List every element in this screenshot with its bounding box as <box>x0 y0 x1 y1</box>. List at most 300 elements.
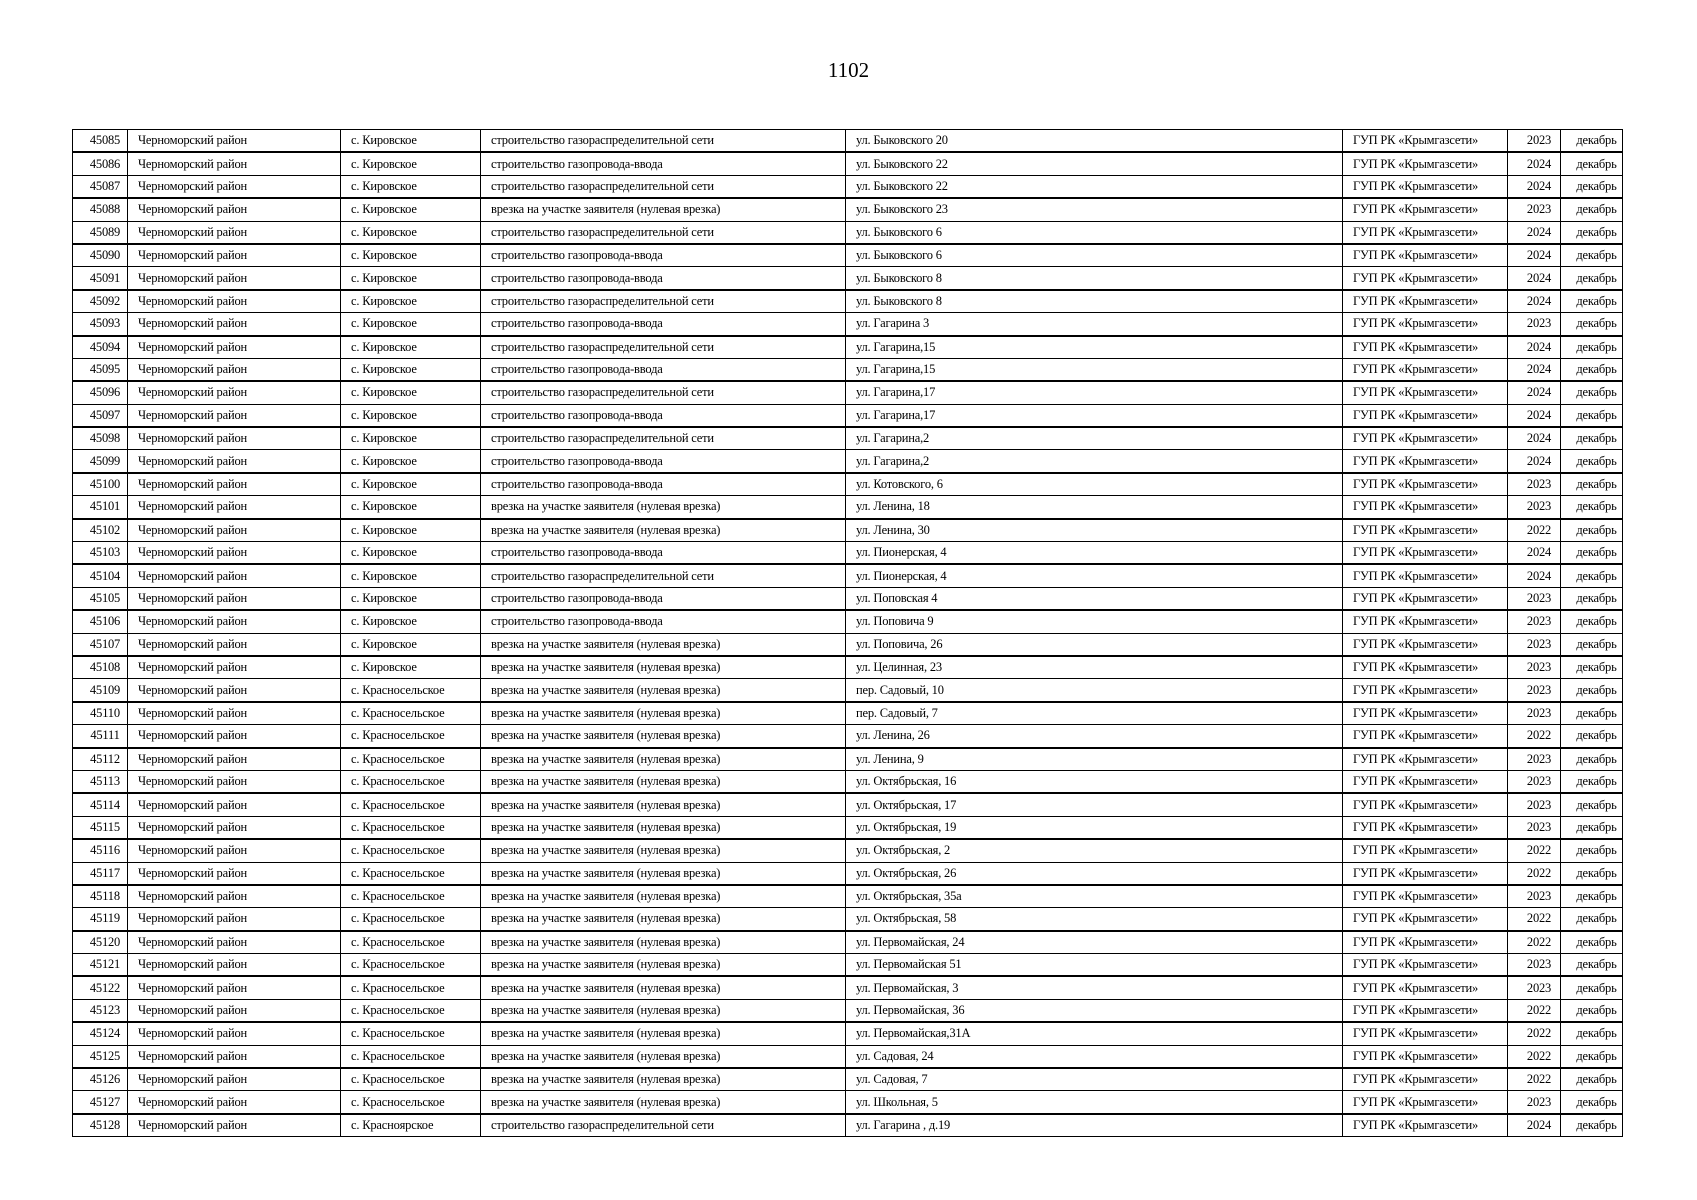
month-cell: декабрь <box>1561 976 1623 999</box>
settlement-cell: с. Кировское <box>341 610 481 633</box>
record-id-cell: 45124 <box>73 1022 128 1045</box>
address-cell: ул. Пионерская, 4 <box>846 542 1343 565</box>
month-cell: декабрь <box>1561 381 1623 404</box>
record-id-cell: 45112 <box>73 748 128 771</box>
district-cell: Черноморский район <box>128 198 341 221</box>
organization-cell: ГУП РК «Крымгазсети» <box>1343 198 1508 221</box>
table-row <box>73 175 1623 198</box>
district-cell: Черноморский район <box>128 175 341 198</box>
year-cell: 2024 <box>1508 358 1561 381</box>
registry-table <box>72 129 1623 1137</box>
district-cell: Черноморский район <box>128 496 341 519</box>
settlement-cell: с. Красносельское <box>341 885 481 908</box>
month-cell: декабрь <box>1561 587 1623 610</box>
work-type-cell: строительство газораспределительной сети <box>481 290 846 313</box>
district-cell: Черноморский район <box>128 404 341 427</box>
month-cell: декабрь <box>1561 336 1623 359</box>
year-cell: 2024 <box>1508 244 1561 267</box>
address-cell: ул. Гагарина , д.19 <box>846 1114 1343 1137</box>
organization-cell: ГУП РК «Крымгазсети» <box>1343 931 1508 954</box>
record-id-cell: 45096 <box>73 381 128 404</box>
month-cell: декабрь <box>1561 175 1623 198</box>
settlement-cell: с. Красносельское <box>341 976 481 999</box>
record-id-cell: 45111 <box>73 725 128 748</box>
settlement-cell: с. Кировское <box>341 267 481 290</box>
table-row <box>73 931 1623 954</box>
district-cell: Черноморский район <box>128 1114 341 1137</box>
record-id-cell: 45128 <box>73 1114 128 1137</box>
table-row <box>73 496 1623 519</box>
organization-cell: ГУП РК «Крымгазсети» <box>1343 885 1508 908</box>
organization-cell: ГУП РК «Крымгазсети» <box>1343 679 1508 702</box>
work-type-cell: врезка на участке заявителя (нулевая врезка) <box>481 679 846 702</box>
district-cell: Черноморский район <box>128 244 341 267</box>
record-id-cell: 45103 <box>73 542 128 565</box>
table-row <box>73 816 1623 839</box>
month-cell: декабрь <box>1561 1045 1623 1068</box>
work-type-cell: врезка на участке заявителя (нулевая врезка) <box>481 1091 846 1114</box>
address-cell: ул. Целинная, 23 <box>846 656 1343 679</box>
organization-cell: ГУП РК «Крымгазсети» <box>1343 816 1508 839</box>
table-row <box>73 358 1623 381</box>
district-cell: Черноморский район <box>128 290 341 313</box>
year-cell: 2023 <box>1508 793 1561 816</box>
month-cell: декабрь <box>1561 999 1623 1022</box>
organization-cell: ГУП РК «Крымгазсети» <box>1343 221 1508 244</box>
address-cell: ул. Быковского 8 <box>846 267 1343 290</box>
district-cell: Черноморский район <box>128 954 341 977</box>
address-cell: ул. Быковского 6 <box>846 221 1343 244</box>
address-cell: ул. Первомайская, 36 <box>846 999 1343 1022</box>
month-cell: декабрь <box>1561 679 1623 702</box>
year-cell: 2023 <box>1508 816 1561 839</box>
organization-cell: ГУП РК «Крымгазсети» <box>1343 519 1508 542</box>
table-row <box>73 1045 1623 1068</box>
record-id-cell: 45114 <box>73 793 128 816</box>
month-cell: декабрь <box>1561 1068 1623 1091</box>
organization-cell: ГУП РК «Крымгазсети» <box>1343 976 1508 999</box>
district-cell: Черноморский район <box>128 633 341 656</box>
year-cell: 2023 <box>1508 587 1561 610</box>
month-cell: декабрь <box>1561 1022 1623 1045</box>
record-id-cell: 45102 <box>73 519 128 542</box>
registry-body <box>73 130 1623 1137</box>
month-cell: декабрь <box>1561 748 1623 771</box>
settlement-cell: с. Кировское <box>341 473 481 496</box>
address-cell: ул. Быковского 22 <box>846 152 1343 175</box>
address-cell: ул. Котовского, 6 <box>846 473 1343 496</box>
record-id-cell: 45100 <box>73 473 128 496</box>
record-id-cell: 45095 <box>73 358 128 381</box>
month-cell: декабрь <box>1561 862 1623 885</box>
table-row <box>73 198 1623 221</box>
table-row <box>73 793 1623 816</box>
address-cell: ул. Гагарина,2 <box>846 450 1343 473</box>
table-row <box>73 152 1623 175</box>
year-cell: 2023 <box>1508 885 1561 908</box>
table-row <box>73 221 1623 244</box>
month-cell: декабрь <box>1561 1091 1623 1114</box>
record-id-cell: 45097 <box>73 404 128 427</box>
work-type-cell: строительство газораспределительной сети <box>481 564 846 587</box>
year-cell: 2024 <box>1508 427 1561 450</box>
work-type-cell: строительство газораспределительной сети <box>481 221 846 244</box>
work-type-cell: врезка на участке заявителя (нулевая врезка) <box>481 931 846 954</box>
district-cell: Черноморский район <box>128 816 341 839</box>
settlement-cell: с. Кировское <box>341 152 481 175</box>
year-cell: 2024 <box>1508 175 1561 198</box>
table-row <box>73 885 1623 908</box>
work-type-cell: врезка на участке заявителя (нулевая врезка) <box>481 976 846 999</box>
record-id-cell: 45119 <box>73 908 128 931</box>
settlement-cell: с. Красносельское <box>341 770 481 793</box>
record-id-cell: 45090 <box>73 244 128 267</box>
address-cell: ул. Октябрьская, 58 <box>846 908 1343 931</box>
year-cell: 2024 <box>1508 542 1561 565</box>
year-cell: 2022 <box>1508 1068 1561 1091</box>
table-row <box>73 725 1623 748</box>
settlement-cell: с. Красносельское <box>341 725 481 748</box>
address-cell: ул. Ленина, 18 <box>846 496 1343 519</box>
table-row <box>73 1022 1623 1045</box>
month-cell: декабрь <box>1561 519 1623 542</box>
organization-cell: ГУП РК «Крымгазсети» <box>1343 656 1508 679</box>
settlement-cell: с. Кировское <box>341 450 481 473</box>
year-cell: 2024 <box>1508 267 1561 290</box>
district-cell: Черноморский район <box>128 679 341 702</box>
district-cell: Черноморский район <box>128 221 341 244</box>
year-cell: 2023 <box>1508 473 1561 496</box>
district-cell: Черноморский район <box>128 862 341 885</box>
address-cell: ул. Первомайская 51 <box>846 954 1343 977</box>
month-cell: декабрь <box>1561 816 1623 839</box>
address-cell: ул. Гагарина 3 <box>846 313 1343 336</box>
month-cell: декабрь <box>1561 725 1623 748</box>
address-cell: ул. Школьная, 5 <box>846 1091 1343 1114</box>
organization-cell: ГУП РК «Крымгазсети» <box>1343 175 1508 198</box>
address-cell: ул. Ленина, 26 <box>846 725 1343 748</box>
address-cell: ул. Октябрьская, 26 <box>846 862 1343 885</box>
table-row <box>73 450 1623 473</box>
organization-cell: ГУП РК «Крымгазсети» <box>1343 130 1508 153</box>
work-type-cell: строительство газораспределительной сети <box>481 336 846 359</box>
organization-cell: ГУП РК «Крымгазсети» <box>1343 1068 1508 1091</box>
organization-cell: ГУП РК «Крымгазсети» <box>1343 1022 1508 1045</box>
address-cell: ул. Гагарина,17 <box>846 404 1343 427</box>
year-cell: 2024 <box>1508 1114 1561 1137</box>
month-cell: декабрь <box>1561 839 1623 862</box>
table-row <box>73 1114 1623 1137</box>
record-id-cell: 45091 <box>73 267 128 290</box>
organization-cell: ГУП РК «Крымгазсети» <box>1343 564 1508 587</box>
table-row <box>73 770 1623 793</box>
year-cell: 2023 <box>1508 633 1561 656</box>
work-type-cell: строительство газопровода-ввода <box>481 450 846 473</box>
record-id-cell: 45113 <box>73 770 128 793</box>
year-cell: 2023 <box>1508 496 1561 519</box>
settlement-cell: с. Кировское <box>341 244 481 267</box>
record-id-cell: 45085 <box>73 130 128 153</box>
record-id-cell: 45089 <box>73 221 128 244</box>
month-cell: декабрь <box>1561 542 1623 565</box>
year-cell: 2024 <box>1508 564 1561 587</box>
table-row <box>73 313 1623 336</box>
organization-cell: ГУП РК «Крымгазсети» <box>1343 954 1508 977</box>
district-cell: Черноморский район <box>128 564 341 587</box>
year-cell: 2024 <box>1508 290 1561 313</box>
settlement-cell: с. Кировское <box>341 564 481 587</box>
table-row <box>73 610 1623 633</box>
month-cell: декабрь <box>1561 427 1623 450</box>
work-type-cell: врезка на участке заявителя (нулевая врезка) <box>481 198 846 221</box>
table-row <box>73 702 1623 725</box>
table-row <box>73 954 1623 977</box>
work-type-cell: строительство газораспределительной сети <box>481 381 846 404</box>
work-type-cell: врезка на участке заявителя (нулевая врезка) <box>481 1068 846 1091</box>
table-row <box>73 427 1623 450</box>
settlement-cell: с. Кировское <box>341 358 481 381</box>
settlement-cell: с. Красносельское <box>341 1022 481 1045</box>
record-id-cell: 45122 <box>73 976 128 999</box>
table-row <box>73 244 1623 267</box>
address-cell: ул. Октябрьская, 35а <box>846 885 1343 908</box>
month-cell: декабрь <box>1561 198 1623 221</box>
district-cell: Черноморский район <box>128 336 341 359</box>
address-cell: ул. Гагарина,2 <box>846 427 1343 450</box>
year-cell: 2022 <box>1508 999 1561 1022</box>
work-type-cell: врезка на участке заявителя (нулевая врезка) <box>481 954 846 977</box>
organization-cell: ГУП РК «Крымгазсети» <box>1343 748 1508 771</box>
district-cell: Черноморский район <box>128 130 341 153</box>
year-cell: 2023 <box>1508 748 1561 771</box>
settlement-cell: с. Красносельское <box>341 862 481 885</box>
record-id-cell: 45093 <box>73 313 128 336</box>
district-cell: Черноморский район <box>128 702 341 725</box>
record-id-cell: 45109 <box>73 679 128 702</box>
district-cell: Черноморский район <box>128 313 341 336</box>
settlement-cell: с. Кировское <box>341 542 481 565</box>
district-cell: Черноморский район <box>128 450 341 473</box>
address-cell: ул. Гагарина,17 <box>846 381 1343 404</box>
district-cell: Черноморский район <box>128 473 341 496</box>
record-id-cell: 45092 <box>73 290 128 313</box>
address-cell: ул. Первомайская,31А <box>846 1022 1343 1045</box>
address-cell: пер. Садовый, 7 <box>846 702 1343 725</box>
organization-cell: ГУП РК «Крымгазсети» <box>1343 381 1508 404</box>
year-cell: 2022 <box>1508 908 1561 931</box>
record-id-cell: 45104 <box>73 564 128 587</box>
organization-cell: ГУП РК «Крымгазсети» <box>1343 152 1508 175</box>
month-cell: декабрь <box>1561 221 1623 244</box>
address-cell: ул. Октябрьская, 19 <box>846 816 1343 839</box>
month-cell: декабрь <box>1561 954 1623 977</box>
district-cell: Черноморский район <box>128 725 341 748</box>
settlement-cell: с. Красносельское <box>341 816 481 839</box>
organization-cell: ГУП РК «Крымгазсети» <box>1343 496 1508 519</box>
work-type-cell: врезка на участке заявителя (нулевая врезка) <box>481 999 846 1022</box>
year-cell: 2023 <box>1508 610 1561 633</box>
year-cell: 2022 <box>1508 862 1561 885</box>
month-cell: декабрь <box>1561 702 1623 725</box>
work-type-cell: врезка на участке заявителя (нулевая врезка) <box>481 702 846 725</box>
address-cell: ул. Поповская 4 <box>846 587 1343 610</box>
settlement-cell: с. Кировское <box>341 633 481 656</box>
table-row <box>73 1068 1623 1091</box>
table-row <box>73 633 1623 656</box>
month-cell: декабрь <box>1561 1114 1623 1137</box>
record-id-cell: 45123 <box>73 999 128 1022</box>
settlement-cell: с. Кировское <box>341 290 481 313</box>
settlement-cell: с. Кировское <box>341 198 481 221</box>
table-row <box>73 542 1623 565</box>
record-id-cell: 45120 <box>73 931 128 954</box>
settlement-cell: с. Красносельское <box>341 748 481 771</box>
work-type-cell: врезка на участке заявителя (нулевая врезка) <box>481 793 846 816</box>
year-cell: 2022 <box>1508 1045 1561 1068</box>
settlement-cell: с. Красносельское <box>341 839 481 862</box>
year-cell: 2023 <box>1508 770 1561 793</box>
record-id-cell: 45094 <box>73 336 128 359</box>
organization-cell: ГУП РК «Крымгазсети» <box>1343 450 1508 473</box>
district-cell: Черноморский район <box>128 587 341 610</box>
year-cell: 2022 <box>1508 931 1561 954</box>
work-type-cell: врезка на участке заявителя (нулевая врезка) <box>481 885 846 908</box>
work-type-cell: врезка на участке заявителя (нулевая врезка) <box>481 519 846 542</box>
district-cell: Черноморский район <box>128 999 341 1022</box>
month-cell: декабрь <box>1561 885 1623 908</box>
work-type-cell: врезка на участке заявителя (нулевая врезка) <box>481 1022 846 1045</box>
year-cell: 2023 <box>1508 954 1561 977</box>
address-cell: ул. Ленина, 9 <box>846 748 1343 771</box>
address-cell: пер. Садовый, 10 <box>846 679 1343 702</box>
table-row <box>73 519 1623 542</box>
address-cell: ул. Поповича 9 <box>846 610 1343 633</box>
organization-cell: ГУП РК «Крымгазсети» <box>1343 839 1508 862</box>
record-id-cell: 45105 <box>73 587 128 610</box>
month-cell: декабрь <box>1561 450 1623 473</box>
district-cell: Черноморский район <box>128 358 341 381</box>
record-id-cell: 45118 <box>73 885 128 908</box>
organization-cell: ГУП РК «Крымгазсети» <box>1343 633 1508 656</box>
page-number: 1102 <box>827 58 870 82</box>
work-type-cell: строительство газопровода-ввода <box>481 267 846 290</box>
work-type-cell: строительство газораспределительной сети <box>481 427 846 450</box>
record-id-cell: 45117 <box>73 862 128 885</box>
month-cell: декабрь <box>1561 152 1623 175</box>
organization-cell: ГУП РК «Крымгазсети» <box>1343 999 1508 1022</box>
work-type-cell: строительство газопровода-ввода <box>481 542 846 565</box>
organization-cell: ГУП РК «Крымгазсети» <box>1343 862 1508 885</box>
address-cell: ул. Быковского 6 <box>846 244 1343 267</box>
district-cell: Черноморский район <box>128 885 341 908</box>
district-cell: Черноморский район <box>128 770 341 793</box>
district-cell: Черноморский район <box>128 793 341 816</box>
organization-cell: ГУП РК «Крымгазсети» <box>1343 404 1508 427</box>
work-type-cell: врезка на участке заявителя (нулевая врезка) <box>481 748 846 771</box>
year-cell: 2023 <box>1508 656 1561 679</box>
year-cell: 2023 <box>1508 313 1561 336</box>
address-cell: ул. Поповича, 26 <box>846 633 1343 656</box>
district-cell: Черноморский район <box>128 427 341 450</box>
organization-cell: ГУП РК «Крымгазсети» <box>1343 336 1508 359</box>
year-cell: 2023 <box>1508 1091 1561 1114</box>
month-cell: декабрь <box>1561 473 1623 496</box>
month-cell: декабрь <box>1561 633 1623 656</box>
settlement-cell: с. Красносельское <box>341 702 481 725</box>
table-row <box>73 839 1623 862</box>
address-cell: ул. Октябрьская, 17 <box>846 793 1343 816</box>
district-cell: Черноморский район <box>128 656 341 679</box>
settlement-cell: с. Красносельское <box>341 931 481 954</box>
organization-cell: ГУП РК «Крымгазсети» <box>1343 587 1508 610</box>
address-cell: ул. Гагарина,15 <box>846 336 1343 359</box>
table-row <box>73 587 1623 610</box>
record-id-cell: 45101 <box>73 496 128 519</box>
organization-cell: ГУП РК «Крымгазсети» <box>1343 1045 1508 1068</box>
work-type-cell: строительство газопровода-ввода <box>481 473 846 496</box>
district-cell: Черноморский район <box>128 381 341 404</box>
settlement-cell: с. Кировское <box>341 427 481 450</box>
record-id-cell: 45121 <box>73 954 128 977</box>
month-cell: декабрь <box>1561 358 1623 381</box>
work-type-cell: строительство газопровода-ввода <box>481 404 846 427</box>
settlement-cell: с. Красносельское <box>341 954 481 977</box>
work-type-cell: врезка на участке заявителя (нулевая врезка) <box>481 908 846 931</box>
month-cell: декабрь <box>1561 496 1623 519</box>
settlement-cell: с. Краснoярское <box>341 1114 481 1137</box>
table-row <box>73 862 1623 885</box>
organization-cell: ГУП РК «Крымгазсети» <box>1343 473 1508 496</box>
organization-cell: ГУП РК «Крымгазсети» <box>1343 770 1508 793</box>
table-row <box>73 336 1623 359</box>
settlement-cell: с. Кировское <box>341 175 481 198</box>
organization-cell: ГУП РК «Крымгазсети» <box>1343 1114 1508 1137</box>
work-type-cell: строительство газопровода-ввода <box>481 610 846 633</box>
table-row <box>73 130 1623 153</box>
table-row <box>73 656 1623 679</box>
month-cell: декабрь <box>1561 610 1623 633</box>
table-row <box>73 748 1623 771</box>
month-cell: декабрь <box>1561 404 1623 427</box>
year-cell: 2022 <box>1508 839 1561 862</box>
year-cell: 2023 <box>1508 976 1561 999</box>
district-cell: Черноморский район <box>128 1091 341 1114</box>
work-type-cell: строительство газораспределительной сети <box>481 175 846 198</box>
work-type-cell: строительство газопровода-ввода <box>481 358 846 381</box>
settlement-cell: с. Кировское <box>341 496 481 519</box>
year-cell: 2024 <box>1508 404 1561 427</box>
table-row <box>73 473 1623 496</box>
record-id-cell: 45107 <box>73 633 128 656</box>
district-cell: Черноморский район <box>128 1022 341 1045</box>
record-id-cell: 45087 <box>73 175 128 198</box>
year-cell: 2022 <box>1508 519 1561 542</box>
month-cell: декабрь <box>1561 564 1623 587</box>
table-row <box>73 381 1623 404</box>
table-row <box>73 908 1623 931</box>
work-type-cell: врезка на участке заявителя (нулевая врезка) <box>481 725 846 748</box>
organization-cell: ГУП РК «Крымгазсети» <box>1343 244 1508 267</box>
work-type-cell: врезка на участке заявителя (нулевая врезка) <box>481 770 846 793</box>
year-cell: 2023 <box>1508 198 1561 221</box>
record-id-cell: 45116 <box>73 839 128 862</box>
month-cell: декабрь <box>1561 908 1623 931</box>
work-type-cell: врезка на участке заявителя (нулевая врезка) <box>481 656 846 679</box>
record-id-cell: 45099 <box>73 450 128 473</box>
work-type-cell: строительство газопровода-ввода <box>481 587 846 610</box>
district-cell: Черноморский район <box>128 267 341 290</box>
district-cell: Черноморский район <box>128 908 341 931</box>
